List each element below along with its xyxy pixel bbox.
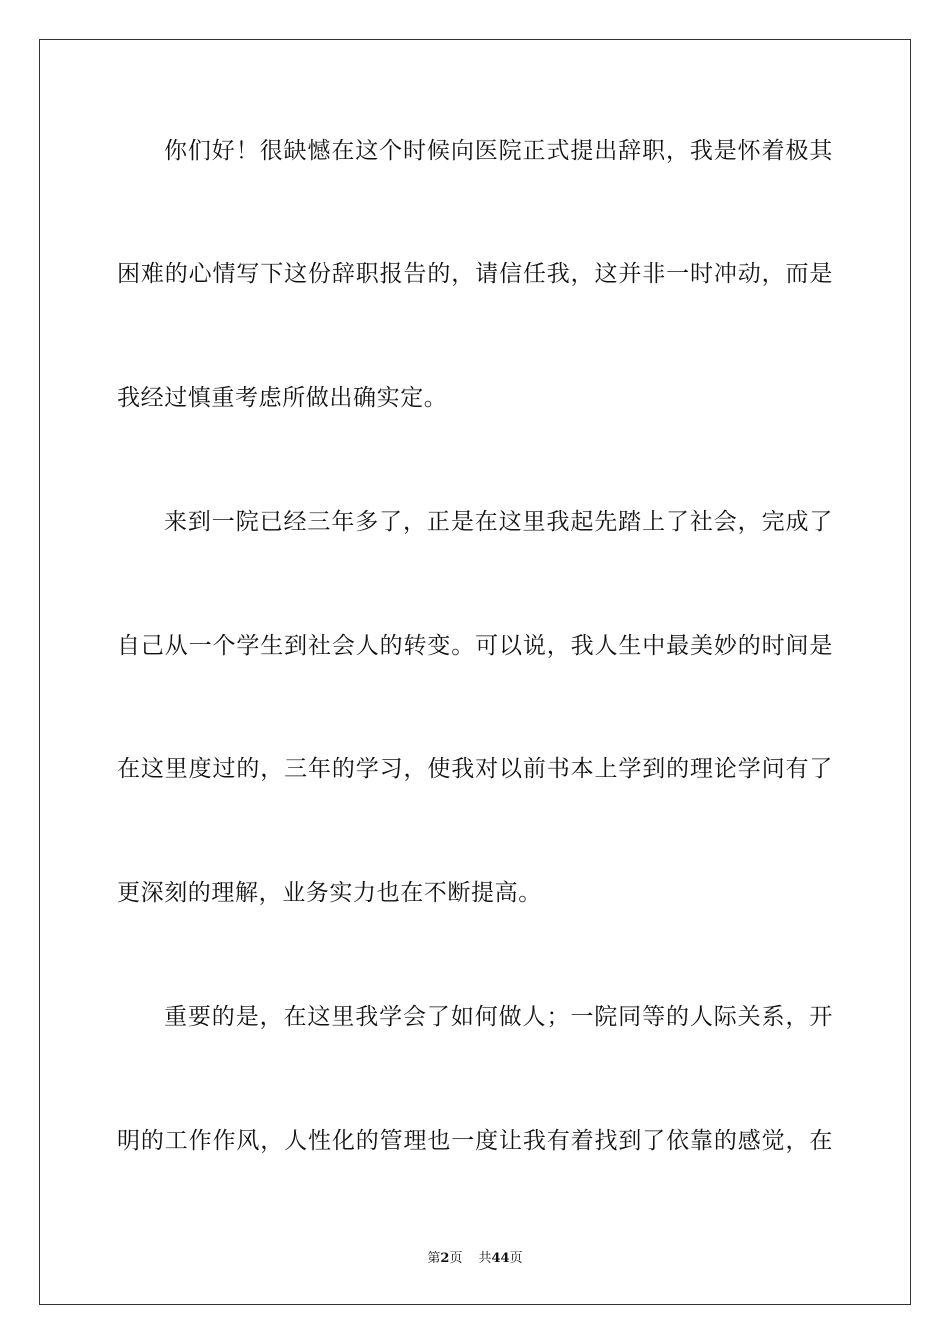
total-suffix: 页 [509, 1251, 523, 1266]
text-line-9: 明的工作作风，人性化的管理也一度让我有着找到了依靠的感觉，在 [117, 1128, 833, 1154]
total-prefix: 共 [478, 1251, 492, 1266]
text-line-1: 你们好！很缺憾在这个时候向医院正式提出辞职，我是怀着极其 [164, 138, 833, 164]
text-line-2: 困难的心情写下这份辞职报告的，请信任我，这并非一时冲动，而是 [117, 261, 833, 287]
total-pages: 44 [491, 1251, 510, 1266]
text-line-6: 在这里度过的，三年的学习，使我对以前书本上学到的理论学问有了 [117, 756, 833, 782]
page-border [39, 39, 911, 1305]
text-line-7: 更深刻的理解，业务实力也在不断提高。 [117, 880, 542, 906]
text-line-4: 来到一院已经三年多了，正是在这里我起先踏上了社会，完成了 [164, 509, 833, 535]
page-prefix: 第 [427, 1251, 441, 1266]
text-line-5: 自己从一个学生到社会人的转变。可以说，我人生中最美妙的时间是 [117, 633, 833, 659]
page-number: 2 [440, 1251, 450, 1266]
page-suffix: 页 [449, 1251, 463, 1266]
text-line-8: 重要的是，在这里我学会了如何做人；一院同等的人际关系，开 [164, 1004, 833, 1030]
text-line-3: 我经过慎重考虑所做出确实定。 [117, 385, 448, 411]
page-footer [0, 1247, 950, 1266]
